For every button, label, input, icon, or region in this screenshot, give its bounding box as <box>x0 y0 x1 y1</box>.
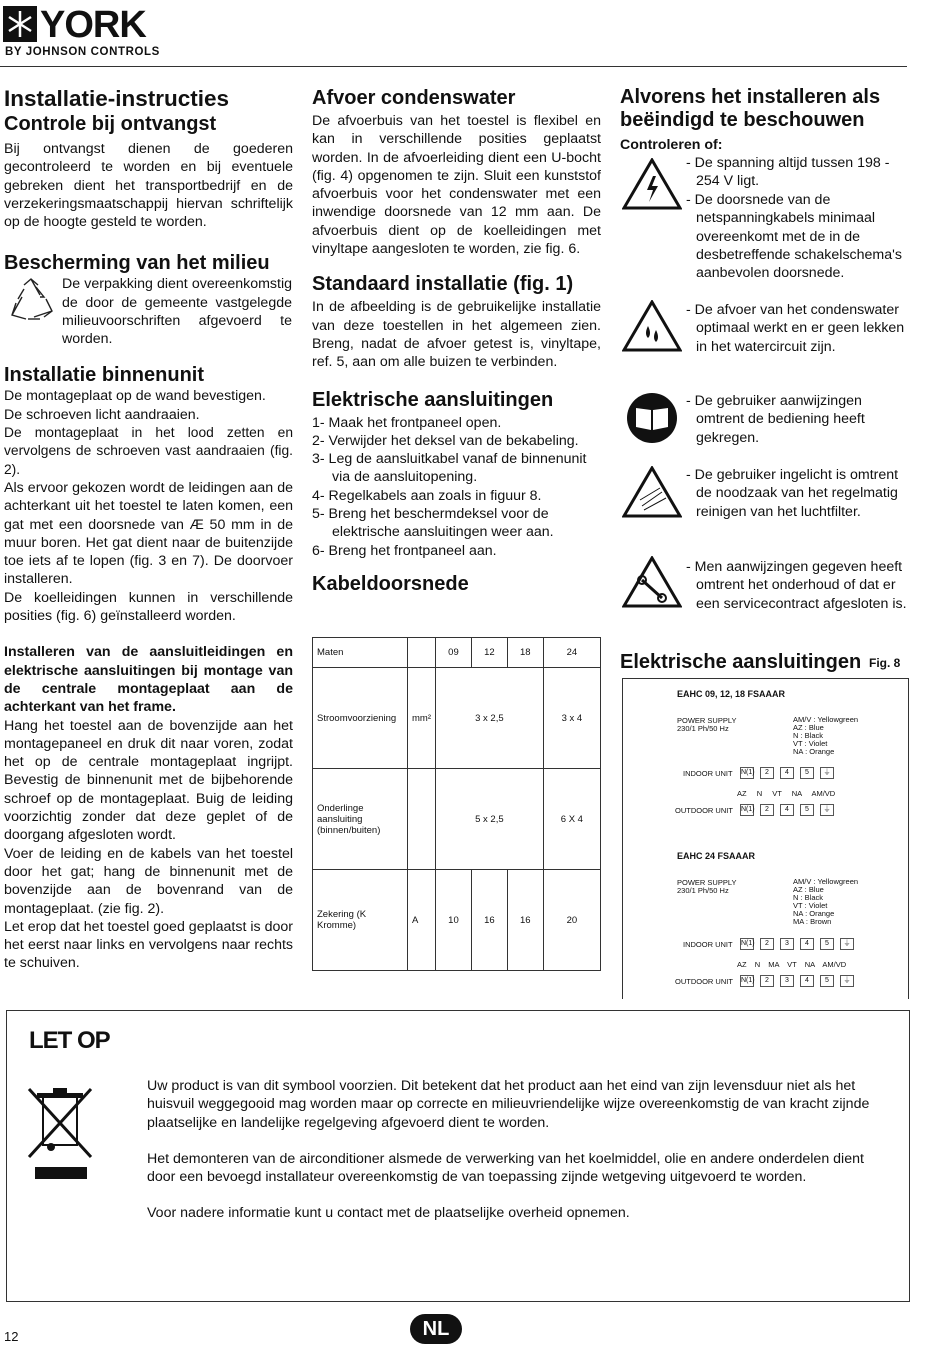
notice-title: LET OP <box>29 1027 110 1054</box>
electric-heading: Elektrische aansluitingen <box>312 388 554 411</box>
service-warning-icon <box>622 556 682 608</box>
table-header-cell: 24 <box>543 638 600 668</box>
indoor-heading: Installatie binnenunit <box>4 364 205 387</box>
column-1 <box>4 86 293 973</box>
water-warning-icon <box>622 300 682 352</box>
mounting-text: Voer de leiding en de kabels van het toestel door het gat; hang de binnenunit met de bovenzijde aan de bovenrand van de montageplaat. (zie fig. 2). <box>4 845 293 917</box>
power-label: POWER SUPPLY <box>677 878 737 887</box>
wire-legend: AM/V : Yellowgreen AZ : Blue N : Black VT : Violet NA : Orange MA : Brown <box>793 877 859 926</box>
table-cell: 3 x 4 <box>543 668 600 769</box>
terminal-strip: N(1) 2 3 4 5 ⏚ <box>740 938 860 950</box>
table-row <box>313 769 601 870</box>
indoor-line: De montageplaat op de wand bevestigen. <box>4 388 266 405</box>
wiring-diagram <box>622 678 909 999</box>
receipt-heading: Controle bij ontvangst <box>4 113 217 135</box>
table-cell: 6 X 4 <box>543 769 600 870</box>
wire-labels: AZ N VT NA AM/VD <box>737 789 836 798</box>
table-row <box>313 638 601 668</box>
wire-labels: AZ N MA VT NA AM/VD <box>737 960 847 969</box>
table-header-cell: 12 <box>471 638 507 668</box>
electric-step: 3- Leg de aansluitkabel vanaf de binnenunit via de aansluitopening. <box>312 451 587 486</box>
electric-step: 1- Maak het frontpaneel open. <box>312 414 502 431</box>
table-cell: 5 x 2,5 <box>436 769 544 870</box>
check-text: - De afvoer van het condenswater optimaal werkt en er geen lekken in het watercircuit zijn. <box>686 302 905 355</box>
table-cell: 10 <box>436 870 472 971</box>
wiring-heading: Elektrische aansluitingen <box>620 651 862 673</box>
indoor-label: INDOOR UNIT <box>683 940 733 949</box>
electric-warning-icon <box>622 158 682 210</box>
mounting-text: Let erop dat het toestel goed geplaatst is door het eerst naar links en vervolgens naar rechts te schuiven. <box>4 918 293 972</box>
column-3 <box>620 86 910 154</box>
indoor-label: INDOOR UNIT <box>683 769 733 778</box>
environment-heading: Bescherming van het milieu <box>4 252 270 275</box>
standard-text: In de afbeelding is de gebruikelijke installatie van deze toestellen in het algemeen zien. Breng, nadat de afvoer getest is, vinyltape, ref. 5, aan om alle buizen te verbinden. <box>312 299 601 371</box>
outdoor-label: OUTDOOR UNIT <box>675 806 733 815</box>
recycle-icon <box>6 277 56 327</box>
indoor-line: De schroeven licht aandraaien. <box>4 406 200 423</box>
check-text: - Men aanwijzingen gegeven heeft omtrent het onderhoud of dat er een servicecontract afgesloten is. <box>686 559 907 612</box>
check-text: - De gebruiker ingelicht is omtrent de noodzaak van het regelmatig reinigen van het luchtfilter. <box>686 467 899 520</box>
check-item <box>686 466 911 521</box>
indoor-line: De koelleidingen kunnen in verschillende posities (fig. 6) geïnstalleerd worden. <box>4 589 293 625</box>
table-header-cell <box>408 638 436 668</box>
receipt-text: Bij ontvangst dienen de goederen gecontroleerd te worden en bij eventuele gebreken dient het transportbedrijf en de verzekeringsmaatschappij hiervan schriftelijk op de hoogte gesteld te worden. <box>4 141 293 231</box>
power-label: POWER SUPPLY <box>677 716 737 725</box>
model-label: EAHC 24 FSAAAR <box>677 851 756 861</box>
notice-paragraph: Uw product is van dit symbool voorzien. Dit betekent dat het product aan het eind van zijn levensduur niet als het huisvuil weggegooid mag worden maar op correcte en milieuvriendelijke wijze overeenkomstig de van kracht zijnde plaatselijke en landelijke regelgeving afgevoerd dient te worden. <box>147 1078 870 1131</box>
check-item <box>686 301 911 356</box>
notice-text <box>147 1077 877 1223</box>
filter-warning-icon <box>622 466 682 518</box>
drain-text: De afvoerbuis van het toestel is flexibel en kan in verschillende posities geplaatst worden. In de afvoerleiding dient een U-bocht (fig. 4) opgenomen te zijn. Sluit een kunststof afvoerbuis voor het condenswater met een inwendige doorsnede van 12 mm aan. De afvoerbuis dient op de koelleidingen met vinyltape aangesloten te worden, zie fig. 6. <box>312 113 601 258</box>
model-label: EAHC 09, 12, 18 FSAAAR <box>677 689 786 699</box>
cable-heading: Kabeldoorsnede <box>312 572 469 595</box>
environment-text: De verpakking dient overeenkomstig de door de gemeente vastgelegde milieuvoorschriften afgevoerd te worden. <box>62 276 292 348</box>
brand-subtitle: BY JOHNSON CONTROLS <box>5 46 160 58</box>
indoor-line: Als ervoor gekozen wordt de leidingen aan de achterkant uit het toestel te laten komen, een gat met een doorsnede van Æ 50 mm in de muur boren. Het gat dient naar de buitenzijde toe iets af te lopen (fig. 3 en 7). De doorvoer installeren. <box>4 479 293 588</box>
manual-book-icon <box>626 392 678 444</box>
table-header-cell: Maten <box>313 638 408 668</box>
table-cell: 16 <box>507 870 543 971</box>
check-item <box>686 392 911 447</box>
check-item <box>686 558 911 613</box>
table-cell: 16 <box>471 870 507 971</box>
cable-table <box>312 637 601 971</box>
weee-bin-icon <box>25 1087 97 1183</box>
check-text: - De gebruiker aanwijzingen omtrent de bediening heeft gekregen. <box>686 393 865 446</box>
page-title: Installatie-instructies <box>4 86 230 111</box>
table-cell: Zekering (K Kromme) <box>313 870 408 971</box>
terminal-strip: N(1) 2 3 4 5 ⏚ <box>740 975 860 987</box>
brand-name: YORK <box>40 4 146 46</box>
table-header-cell: 09 <box>436 638 472 668</box>
check-label: Controleren of: <box>620 137 723 153</box>
standard-heading: Standaard installatie (fig. 1) <box>312 273 574 296</box>
check-item <box>686 191 911 282</box>
table-cell: Onderlinge aansluiting (binnen/buiten) <box>313 769 408 870</box>
wire-legend: AM/V : Yellowgreen AZ : Blue N : Black VT : Violet NA : Orange <box>793 715 859 756</box>
figure-label: Fig. 8 <box>869 656 901 670</box>
power-spec: 230/1 Ph/50 Hz <box>677 724 729 733</box>
notice-box <box>6 1010 910 1302</box>
terminal-strip: N(1) 2 4 5 ⏚ <box>740 767 840 779</box>
electric-step: 5- Breng het beschermdeksel voor de elektrische aansluitingen weer aan. <box>312 506 554 541</box>
column-2 <box>312 86 601 596</box>
table-header-cell: 18 <box>507 638 543 668</box>
table-cell: 20 <box>543 870 600 971</box>
page-number: 12 <box>4 1329 19 1344</box>
table-row <box>313 870 601 971</box>
mounting-text: Hang het toestel aan de bovenzijde aan het montagepaneel en druk dit naar voren, zodat het op de centrale montageplaat ingrijpt. Bevestig de binnenunit met de bijbehorende schroef op de montageplaat. Buig de leiding voorzichtig zonder dat deze geplet of de doorgang afgesloten wordt. <box>4 717 293 844</box>
header-divider <box>0 66 907 67</box>
snowflake-icon <box>3 6 37 42</box>
electric-step: 6- Breng het frontpaneel aan. <box>312 542 497 559</box>
power-spec: 230/1 Ph/50 Hz <box>677 886 729 895</box>
drain-heading: Afvoer condenswater <box>312 87 516 109</box>
outdoor-label: OUTDOOR UNIT <box>675 977 733 986</box>
table-row <box>313 668 601 769</box>
check-text: - De doorsnede van de netspanningkabels minimaal overeenkomt met de in de desbetreffende schakelschema's aanbevolen doorsnede. <box>686 192 902 282</box>
check-text: - De spanning altijd tussen 198 - 254 V ligt. <box>686 155 890 190</box>
electric-step: 4- Regelkabels aan zoals in figuur 8. <box>312 487 542 504</box>
table-cell: mm² <box>408 668 436 769</box>
checklist-heading: Alvorens het installeren als beëindigd te beschouwen <box>620 86 881 131</box>
table-cell: Stroomvoorziening <box>313 668 408 769</box>
indoor-line: De montageplaat in het lood zetten en vervolgens de schroeven vast aandraaien (fig. 2). <box>4 425 293 477</box>
mounting-heading: Installeren van de aansluitleidingen en elektrische aansluitingen bij montage van de centrale montageplaat aan de achterkant van het frame. <box>4 644 293 716</box>
terminal-strip: N(1) 2 4 5 ⏚ <box>740 804 840 816</box>
notice-paragraph: Het demonteren van de airconditioner alsmede de verwerking van het koelmiddel, olie en andere onderdelen dient door een bevoegd installateur overeenkomstig de van toepassing zijnde wetgeving uitgevoerd te worden. <box>147 1150 864 1186</box>
table-cell: A <box>408 870 436 971</box>
notice-paragraph: Voor nadere informatie kunt u contact met de plaatselijke overheid opnemen. <box>147 1205 630 1222</box>
language-badge: NL <box>410 1314 462 1344</box>
electric-step: 2- Verwijder het deksel van de bekabeling. <box>312 432 579 449</box>
check-item <box>686 154 911 191</box>
table-cell: 3 x 2,5 <box>436 668 544 769</box>
